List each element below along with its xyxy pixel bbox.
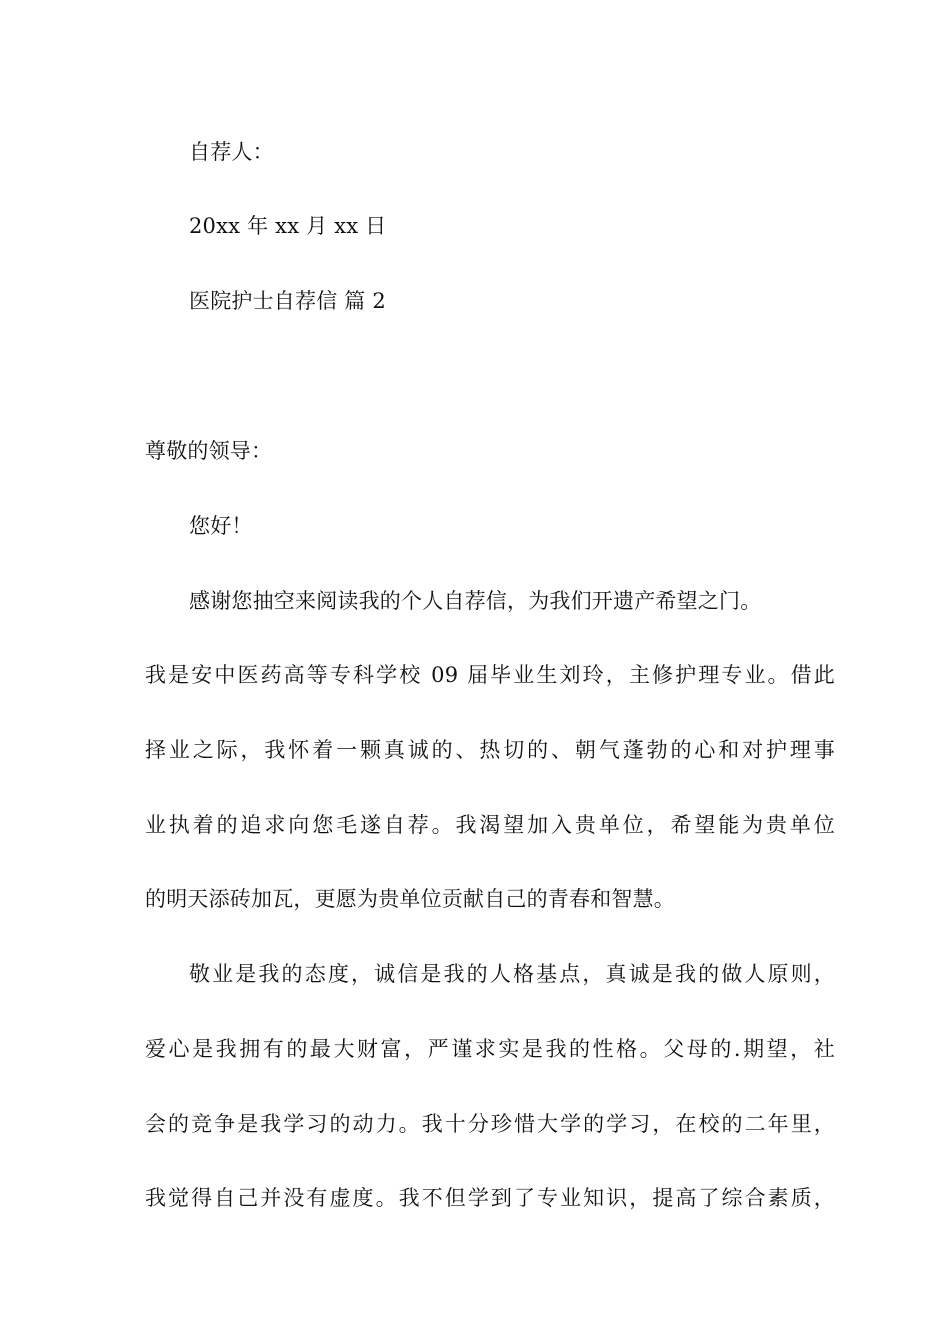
paragraph-2-line-4: 我觉得自己并没有虚度。我不但学到了专业知识，提高了综合素质，: [145, 1186, 835, 1210]
date-line: 20xx 年 xx 月 xx 日: [189, 214, 387, 238]
paragraph-2-line-1: 敬业是我的态度，诚信是我的人格基点，真诚是我的做人原则，: [189, 962, 835, 986]
salutation: 尊敬的领导：: [145, 439, 273, 463]
greeting: 您好！: [189, 514, 253, 538]
paragraph-1-line-3: 择业之际，我怀着一颗真诚的、热切的、朝气蓬勃的心和对护理事: [145, 738, 835, 762]
paragraph-2-line-2: 爱心是我拥有的最大财富，严谨求实是我的性格。父母的.期望，社: [145, 1037, 835, 1061]
paragraph-1-line-5: 的明天添砖加瓦，更愿为贵单位贡献自己的青春和智慧。: [145, 887, 675, 911]
paragraph-2-line-3: 会的竞争是我学习的动力。我十分珍惜大学的学习，在校的二年里，: [145, 1112, 835, 1136]
paragraph-1-line-1: 感谢您抽空来阅读我的个人自荐信，为我们开遗产希望之门。: [189, 589, 762, 613]
paragraph-1-line-4: 业执着的追求向您毛遂自荐。我渴望加入贵单位，希望能为贵单位: [145, 813, 835, 837]
paragraph-1-line-2: 我是安中医药高等专科学校 09 届毕业生刘玲，主修护理专业。借此: [145, 663, 835, 687]
section-title: 医院护士自荐信 篇 2: [189, 289, 386, 313]
signature-label: 自荐人：: [189, 140, 274, 164]
